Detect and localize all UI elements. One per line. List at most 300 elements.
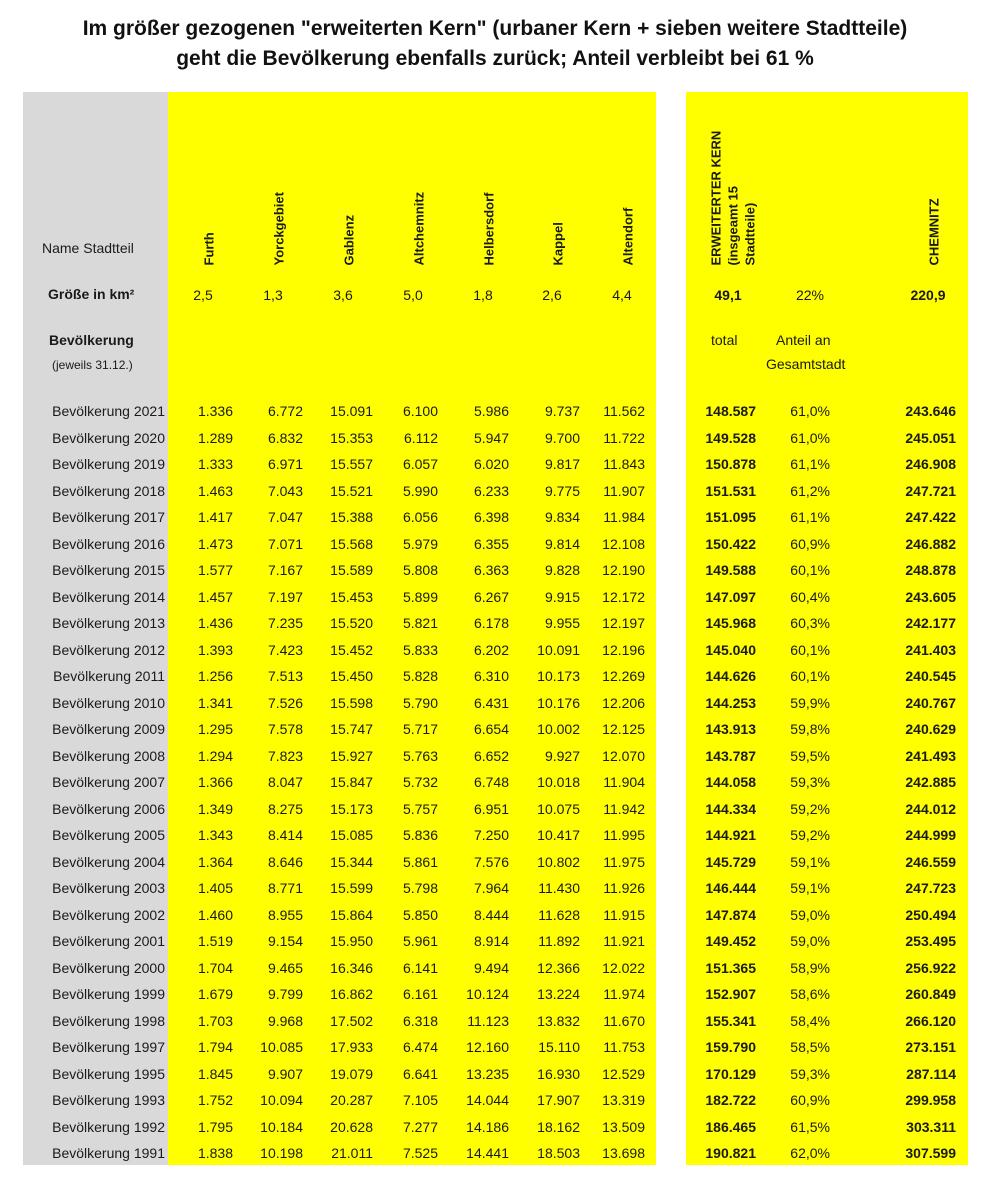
value-chemnitz: 240.545 bbox=[905, 668, 956, 684]
value-furth: 1.364 bbox=[197, 853, 233, 870]
value-altchemnitz: 5.763 bbox=[402, 747, 438, 764]
row-label: Bevölkerung 2001 bbox=[52, 933, 165, 949]
value-yorckgebiet: 7.235 bbox=[267, 615, 303, 631]
value-kappel: 13.832 bbox=[537, 1012, 580, 1029]
value-helbersdorf: 11.123 bbox=[467, 1012, 509, 1029]
value-share: 60,9% bbox=[790, 1092, 830, 1108]
anteil-label-2: Gesamtstadt bbox=[766, 356, 846, 372]
value-yorckgebiet: 8.414 bbox=[267, 827, 303, 843]
value-furth: 1.457 bbox=[197, 588, 233, 605]
value-chemnitz: 303.311 bbox=[906, 1118, 956, 1135]
value-kappel: 10.002 bbox=[537, 721, 580, 737]
value-share: 61,1% bbox=[790, 509, 830, 525]
value-share: 59,1% bbox=[790, 880, 830, 896]
value-furth: 1.794 bbox=[197, 1039, 233, 1055]
value-kappel: 10.075 bbox=[537, 800, 580, 817]
value-altchemnitz: 5.899 bbox=[402, 588, 438, 605]
value-share: 59,0% bbox=[790, 933, 830, 949]
value-altendorf: 12.125 bbox=[602, 721, 645, 737]
value-helbersdorf: 9.494 bbox=[473, 959, 509, 976]
value-share: 58,5% bbox=[790, 1039, 830, 1055]
value-kappel: 11.628 bbox=[538, 906, 580, 923]
value-kappel: 10.018 bbox=[537, 774, 580, 790]
value-helbersdorf: 14.186 bbox=[466, 1118, 509, 1135]
row-label: Bevölkerung 1999 bbox=[52, 986, 165, 1002]
value-chemnitz: 241.493 bbox=[905, 747, 956, 764]
value-kern-total: 190.821 bbox=[705, 1145, 756, 1161]
value-kern-total: 144.334 bbox=[705, 800, 756, 817]
value-furth: 1.336 bbox=[197, 403, 233, 419]
value-yorckgebiet: 7.823 bbox=[267, 747, 303, 764]
value-kern-total: 147.097 bbox=[705, 588, 756, 605]
value-kern-total: 145.729 bbox=[705, 853, 756, 870]
value-share: 59,8% bbox=[790, 721, 830, 737]
bevoelkerung-label: Bevölkerung bbox=[49, 332, 134, 348]
row-label: Bevölkerung 1997 bbox=[52, 1039, 165, 1055]
value-altendorf: 11.907 bbox=[603, 482, 645, 499]
row-label: Bevölkerung 2007 bbox=[52, 774, 165, 790]
row-label: Bevölkerung 1992 bbox=[52, 1118, 165, 1135]
value-gablenz: 15.344 bbox=[330, 853, 373, 870]
value-helbersdorf: 6.951 bbox=[473, 800, 509, 817]
value-kern-total: 149.528 bbox=[705, 429, 756, 446]
value-gablenz: 15.388 bbox=[330, 509, 373, 525]
value-share: 61,1% bbox=[790, 456, 830, 472]
value-chemnitz: 246.559 bbox=[905, 853, 956, 870]
value-altendorf: 12.196 bbox=[602, 641, 645, 658]
value-gablenz: 15.091 bbox=[330, 403, 373, 419]
value-altendorf: 12.190 bbox=[602, 562, 645, 578]
row-label: Bevölkerung 1995 bbox=[52, 1065, 165, 1082]
value-kern-total: 144.921 bbox=[705, 827, 756, 843]
value-share: 60,1% bbox=[790, 668, 830, 684]
anteil-label-1: Anteil an bbox=[776, 332, 831, 348]
row-label: Bevölkerung 2008 bbox=[52, 747, 165, 764]
value-altchemnitz: 5.717 bbox=[402, 721, 438, 737]
value-altendorf: 11.904 bbox=[603, 774, 645, 790]
value-kappel: 10.802 bbox=[537, 853, 580, 870]
value-altchemnitz: 6.474 bbox=[402, 1039, 438, 1055]
value-kappel: 12.366 bbox=[537, 959, 580, 976]
value-yorckgebiet: 9.907 bbox=[267, 1065, 303, 1082]
value-furth: 1.463 bbox=[197, 482, 233, 499]
value-altendorf: 11.984 bbox=[603, 509, 645, 525]
value-furth: 1.704 bbox=[197, 959, 233, 976]
value-furth: 1.341 bbox=[197, 694, 233, 711]
value-chemnitz: 247.723 bbox=[905, 880, 956, 896]
value-altchemnitz: 6.056 bbox=[402, 509, 438, 525]
value-altendorf: 11.722 bbox=[603, 429, 645, 446]
value-helbersdorf: 6.233 bbox=[473, 482, 509, 499]
value-chemnitz: 266.120 bbox=[905, 1012, 956, 1029]
value-gablenz: 15.747 bbox=[330, 721, 373, 737]
value-yorckgebiet: 9.154 bbox=[267, 933, 303, 949]
column-header-kappel: Kappel bbox=[550, 222, 566, 266]
row-label: Bevölkerung 2010 bbox=[52, 694, 165, 711]
value-share: 59,3% bbox=[790, 774, 830, 790]
value-furth: 1.417 bbox=[197, 509, 233, 525]
value-share: 59,5% bbox=[790, 747, 830, 764]
column-header-yorckgebiet: Yorckgebiet bbox=[271, 192, 287, 266]
row-label: Bevölkerung 2014 bbox=[52, 588, 165, 605]
value-chemnitz: 260.849 bbox=[905, 986, 956, 1002]
value-kern-total: 144.626 bbox=[705, 668, 756, 684]
value-helbersdorf: 6.652 bbox=[473, 747, 509, 764]
value-kappel: 9.915 bbox=[544, 588, 580, 605]
value-yorckgebiet: 7.071 bbox=[267, 535, 303, 552]
value-gablenz: 19.079 bbox=[330, 1065, 373, 1082]
value-altendorf: 11.562 bbox=[603, 403, 645, 419]
value-chemnitz: 240.767 bbox=[905, 694, 956, 711]
value-altchemnitz: 7.105 bbox=[402, 1092, 438, 1108]
value-chemnitz: 247.422 bbox=[905, 509, 956, 525]
value-furth: 1.795 bbox=[197, 1118, 233, 1135]
value-helbersdorf: 10.124 bbox=[466, 986, 509, 1002]
value-kern-total: 144.058 bbox=[705, 774, 756, 790]
value-gablenz: 16.346 bbox=[330, 959, 373, 976]
value-chemnitz: 287.114 bbox=[906, 1065, 956, 1082]
value-kern-total: 145.968 bbox=[705, 615, 756, 631]
value-helbersdorf: 6.398 bbox=[473, 509, 509, 525]
value-kern-total: 149.588 bbox=[705, 562, 756, 578]
column-header-furth: Furth bbox=[201, 232, 217, 266]
value-helbersdorf: 6.431 bbox=[473, 694, 509, 711]
value-altendorf: 11.921 bbox=[603, 933, 645, 949]
value-furth: 1.519 bbox=[197, 933, 233, 949]
value-kern-total: 148.587 bbox=[705, 403, 756, 419]
value-yorckgebiet: 6.772 bbox=[267, 403, 303, 419]
value-chemnitz: 246.908 bbox=[905, 456, 956, 472]
value-chemnitz: 244.999 bbox=[905, 827, 956, 843]
value-altendorf: 11.670 bbox=[603, 1012, 645, 1029]
value-gablenz: 15.452 bbox=[330, 641, 373, 658]
row-label: Bevölkerung 1998 bbox=[52, 1012, 165, 1029]
value-furth: 1.838 bbox=[197, 1145, 233, 1161]
value-helbersdorf: 6.202 bbox=[473, 641, 509, 658]
value-helbersdorf: 7.964 bbox=[473, 880, 509, 896]
row-label: Bevölkerung 1991 bbox=[52, 1145, 165, 1161]
groesse-label: Größe in km² bbox=[48, 286, 135, 302]
value-altchemnitz: 6.318 bbox=[402, 1012, 438, 1029]
value-share: 60,3% bbox=[790, 615, 830, 631]
value-altendorf: 13.698 bbox=[602, 1145, 645, 1161]
row-label: Bevölkerung 2018 bbox=[52, 482, 165, 499]
value-kern-total: 150.878 bbox=[705, 456, 756, 472]
value-furth: 1.405 bbox=[197, 880, 233, 896]
value-kappel: 16.930 bbox=[537, 1065, 580, 1082]
value-altchemnitz: 6.100 bbox=[402, 403, 438, 419]
value-kern-total: 149.452 bbox=[705, 933, 756, 949]
value-kappel: 15.110 bbox=[538, 1039, 580, 1055]
value-chemnitz: 243.646 bbox=[905, 403, 956, 419]
value-kern-total: 151.095 bbox=[705, 509, 756, 525]
value-gablenz: 16.862 bbox=[330, 986, 373, 1002]
value-share: 58,4% bbox=[790, 1012, 830, 1029]
value-furth: 1.577 bbox=[197, 562, 233, 578]
value-yorckgebiet: 7.526 bbox=[267, 694, 303, 711]
row-label: Bevölkerung 2005 bbox=[52, 827, 165, 843]
value-altendorf: 11.975 bbox=[603, 853, 645, 870]
value-gablenz: 15.847 bbox=[330, 774, 373, 790]
value-kappel: 10.176 bbox=[537, 694, 580, 711]
value-furth: 1.343 bbox=[197, 827, 233, 843]
value-chemnitz: 253.495 bbox=[905, 933, 956, 949]
value-kern-total: 143.787 bbox=[705, 747, 756, 764]
value-gablenz: 15.864 bbox=[330, 906, 373, 923]
value-kappel: 13.224 bbox=[537, 986, 580, 1002]
value-kappel: 9.775 bbox=[544, 482, 580, 499]
value-chemnitz: 242.177 bbox=[905, 615, 956, 631]
value-altchemnitz: 5.828 bbox=[402, 668, 438, 684]
value-share: 60,1% bbox=[790, 641, 830, 658]
value-yorckgebiet: 7.513 bbox=[267, 668, 303, 684]
value-gablenz: 15.598 bbox=[330, 694, 373, 711]
value-helbersdorf: 6.355 bbox=[473, 535, 509, 552]
size-kappel: 2,6 bbox=[542, 287, 562, 303]
value-gablenz: 15.453 bbox=[330, 588, 373, 605]
value-altchemnitz: 6.161 bbox=[402, 986, 438, 1002]
value-gablenz: 15.085 bbox=[330, 827, 373, 843]
value-kappel: 9.737 bbox=[544, 403, 580, 419]
value-furth: 1.460 bbox=[197, 906, 233, 923]
value-share: 62,0% bbox=[790, 1145, 830, 1161]
value-yorckgebiet: 10.085 bbox=[260, 1039, 303, 1055]
column-header-altendorf: Altendorf bbox=[620, 207, 636, 266]
value-yorckgebiet: 7.167 bbox=[267, 562, 303, 578]
value-furth: 1.294 bbox=[197, 747, 233, 764]
value-altchemnitz: 6.112 bbox=[404, 429, 438, 446]
value-gablenz: 15.520 bbox=[330, 615, 373, 631]
value-kappel: 9.955 bbox=[544, 615, 580, 631]
value-share: 59,2% bbox=[790, 827, 830, 843]
value-kappel: 10.417 bbox=[537, 827, 580, 843]
value-furth: 1.256 bbox=[197, 668, 233, 684]
value-altchemnitz: 5.798 bbox=[402, 880, 438, 896]
title-line-2: geht die Bevölkerung ebenfalls zurück; Anteil verbleibt bei 61 % bbox=[176, 47, 814, 70]
value-kappel: 9.834 bbox=[544, 509, 580, 525]
value-altendorf: 12.022 bbox=[602, 959, 645, 976]
row-label: Bevölkerung 2016 bbox=[52, 535, 165, 552]
value-share: 61,0% bbox=[790, 403, 830, 419]
value-yorckgebiet: 9.465 bbox=[267, 959, 303, 976]
value-gablenz: 17.502 bbox=[330, 1012, 373, 1029]
value-share: 59,1% bbox=[790, 853, 830, 870]
value-altendorf: 12.108 bbox=[602, 535, 645, 552]
value-yorckgebiet: 7.047 bbox=[267, 509, 303, 525]
value-chemnitz: 246.882 bbox=[905, 535, 956, 552]
value-altchemnitz: 6.641 bbox=[402, 1065, 438, 1082]
value-altchemnitz: 5.850 bbox=[402, 906, 438, 923]
value-chemnitz: 240.629 bbox=[905, 721, 956, 737]
value-yorckgebiet: 9.799 bbox=[267, 986, 303, 1002]
value-kappel: 9.817 bbox=[544, 456, 580, 472]
value-altendorf: 11.753 bbox=[603, 1039, 645, 1055]
row-label: Bevölkerung 2019 bbox=[52, 456, 165, 472]
value-altendorf: 11.995 bbox=[603, 827, 645, 843]
value-helbersdorf: 8.444 bbox=[473, 906, 509, 923]
value-kappel: 11.430 bbox=[538, 880, 580, 896]
value-gablenz: 15.589 bbox=[330, 562, 373, 578]
row-label: Bevölkerung 2017 bbox=[52, 509, 165, 525]
value-share: 58,9% bbox=[790, 959, 830, 976]
kern-header-line-2: (insgeamt 15 bbox=[725, 186, 741, 266]
value-altchemnitz: 7.525 bbox=[402, 1145, 438, 1161]
value-share: 59,0% bbox=[790, 906, 830, 923]
value-helbersdorf: 5.947 bbox=[473, 429, 509, 446]
value-altchemnitz: 5.757 bbox=[402, 800, 438, 817]
value-share: 59,2% bbox=[790, 800, 830, 817]
value-helbersdorf: 7.576 bbox=[473, 853, 509, 870]
value-altendorf: 13.319 bbox=[602, 1092, 645, 1108]
value-helbersdorf: 6.654 bbox=[473, 721, 509, 737]
value-gablenz: 15.450 bbox=[330, 668, 373, 684]
value-yorckgebiet: 6.971 bbox=[267, 456, 303, 472]
value-yorckgebiet: 8.646 bbox=[267, 853, 303, 870]
value-altchemnitz: 6.141 bbox=[402, 959, 438, 976]
value-gablenz: 15.173 bbox=[330, 800, 373, 817]
value-share: 58,6% bbox=[790, 986, 830, 1002]
value-kappel: 18.503 bbox=[537, 1145, 580, 1161]
size-altendorf: 4,4 bbox=[612, 287, 632, 303]
value-kern-total: 182.722 bbox=[705, 1092, 756, 1108]
value-yorckgebiet: 8.955 bbox=[267, 906, 303, 923]
jeweils-label: (jeweils 31.12.) bbox=[52, 358, 133, 372]
row-label: Bevölkerung 2020 bbox=[52, 429, 165, 446]
value-altchemnitz: 5.790 bbox=[402, 694, 438, 711]
value-furth: 1.295 bbox=[197, 721, 233, 737]
value-gablenz: 15.521 bbox=[330, 482, 373, 499]
value-furth: 1.333 bbox=[197, 456, 233, 472]
value-yorckgebiet: 8.047 bbox=[267, 774, 303, 790]
row-label: Bevölkerung 2006 bbox=[52, 800, 165, 817]
value-gablenz: 15.568 bbox=[330, 535, 373, 552]
value-helbersdorf: 6.310 bbox=[473, 668, 509, 684]
row-label: Bevölkerung 2012 bbox=[52, 641, 165, 658]
value-kern-total: 150.422 bbox=[705, 535, 756, 552]
value-furth: 1.845 bbox=[197, 1065, 233, 1082]
value-altendorf: 12.197 bbox=[602, 615, 645, 631]
value-furth: 1.349 bbox=[197, 800, 233, 817]
value-altendorf: 13.509 bbox=[602, 1118, 645, 1135]
value-chemnitz: 243.605 bbox=[905, 588, 956, 605]
value-helbersdorf: 8.914 bbox=[473, 933, 509, 949]
value-chemnitz: 250.494 bbox=[905, 906, 956, 923]
value-share: 61,0% bbox=[790, 429, 830, 446]
value-furth: 1.393 bbox=[197, 641, 233, 658]
value-kern-total: 186.465 bbox=[705, 1118, 756, 1135]
value-gablenz: 15.557 bbox=[330, 456, 373, 472]
value-yorckgebiet: 7.423 bbox=[267, 641, 303, 658]
value-kern-total: 146.444 bbox=[705, 880, 756, 896]
value-altchemnitz: 5.861 bbox=[402, 853, 438, 870]
row-label: Bevölkerung 2004 bbox=[52, 853, 165, 870]
value-helbersdorf: 7.250 bbox=[473, 827, 509, 843]
value-yorckgebiet: 10.094 bbox=[260, 1092, 303, 1108]
value-kern-total: 145.040 bbox=[705, 641, 756, 658]
value-share: 60,9% bbox=[790, 535, 830, 552]
value-furth: 1.752 bbox=[197, 1092, 233, 1108]
value-yorckgebiet: 10.198 bbox=[260, 1145, 303, 1161]
value-helbersdorf: 14.044 bbox=[466, 1092, 509, 1108]
value-kern-total: 143.913 bbox=[705, 721, 756, 737]
value-kappel: 9.828 bbox=[544, 562, 580, 578]
value-altchemnitz: 5.836 bbox=[402, 827, 438, 843]
value-altendorf: 11.926 bbox=[603, 880, 645, 896]
value-altendorf: 12.070 bbox=[602, 747, 645, 764]
value-furth: 1.679 bbox=[197, 986, 233, 1002]
value-chemnitz: 241.403 bbox=[905, 641, 956, 658]
row-label: Bevölkerung 1993 bbox=[52, 1092, 165, 1108]
value-yorckgebiet: 6.832 bbox=[267, 429, 303, 446]
size-helbersdorf: 1,8 bbox=[473, 287, 493, 303]
value-share: 61,5% bbox=[790, 1118, 830, 1135]
value-kappel: 10.173 bbox=[537, 668, 580, 684]
value-chemnitz: 245.051 bbox=[905, 429, 956, 446]
value-share: 60,1% bbox=[790, 562, 830, 578]
column-header-gablenz: Gablenz bbox=[341, 214, 357, 266]
value-altchemnitz: 6.057 bbox=[402, 456, 438, 472]
value-altchemnitz: 7.277 bbox=[402, 1118, 438, 1135]
title-line-1: Im größer gezogenen "erweiterten Kern" (urbaner Kern + sieben weitere Stadtteile) bbox=[82, 17, 908, 40]
name-stadtteil-label: Name Stadtteil bbox=[42, 240, 134, 256]
value-altendorf: 12.172 bbox=[602, 588, 645, 605]
value-altendorf: 12.206 bbox=[602, 694, 645, 711]
value-helbersdorf: 6.267 bbox=[473, 588, 509, 605]
value-kappel: 17.907 bbox=[537, 1092, 580, 1108]
value-gablenz: 15.950 bbox=[330, 933, 373, 949]
value-altendorf: 11.843 bbox=[603, 456, 645, 472]
value-chemnitz: 299.958 bbox=[905, 1092, 956, 1108]
value-helbersdorf: 6.748 bbox=[473, 774, 509, 790]
row-label: Bevölkerung 2011 bbox=[53, 668, 165, 684]
value-share: 59,3% bbox=[790, 1065, 830, 1082]
size-share: 22% bbox=[795, 287, 825, 303]
value-altendorf: 12.269 bbox=[602, 668, 645, 684]
value-helbersdorf: 12.160 bbox=[466, 1039, 509, 1055]
value-yorckgebiet: 7.197 bbox=[267, 588, 303, 605]
value-yorckgebiet: 10.184 bbox=[260, 1118, 303, 1135]
value-gablenz: 21.011 bbox=[331, 1145, 373, 1161]
value-kern-total: 152.907 bbox=[705, 986, 756, 1002]
value-altendorf: 12.529 bbox=[602, 1065, 645, 1082]
value-chemnitz: 247.721 bbox=[905, 482, 956, 499]
value-yorckgebiet: 8.771 bbox=[267, 880, 303, 896]
value-furth: 1.703 bbox=[197, 1012, 233, 1029]
value-kern-total: 144.253 bbox=[705, 694, 756, 711]
value-gablenz: 15.599 bbox=[330, 880, 373, 896]
value-gablenz: 17.933 bbox=[330, 1039, 373, 1055]
value-kappel: 11.892 bbox=[538, 933, 580, 949]
value-helbersdorf: 6.178 bbox=[473, 615, 509, 631]
value-yorckgebiet: 7.578 bbox=[267, 721, 303, 737]
value-kern-total: 159.790 bbox=[705, 1039, 756, 1055]
size-altchemnitz: 5,0 bbox=[403, 287, 423, 303]
row-label: Bevölkerung 2021 bbox=[52, 403, 165, 419]
page-title bbox=[0, 14, 990, 74]
value-gablenz: 15.927 bbox=[330, 747, 373, 764]
value-altendorf: 11.974 bbox=[603, 986, 645, 1002]
value-chemnitz: 256.922 bbox=[905, 959, 956, 976]
value-kappel: 10.091 bbox=[537, 641, 580, 658]
size-furth: 2,5 bbox=[193, 287, 213, 303]
row-label: Bevölkerung 2009 bbox=[52, 721, 165, 737]
size-yorckgebiet: 1,3 bbox=[263, 287, 283, 303]
value-kappel: 18.162 bbox=[537, 1118, 580, 1135]
value-share: 61,2% bbox=[790, 482, 830, 499]
value-chemnitz: 244.012 bbox=[905, 800, 956, 817]
value-altchemnitz: 5.808 bbox=[402, 562, 438, 578]
value-kern-total: 151.365 bbox=[705, 959, 756, 976]
